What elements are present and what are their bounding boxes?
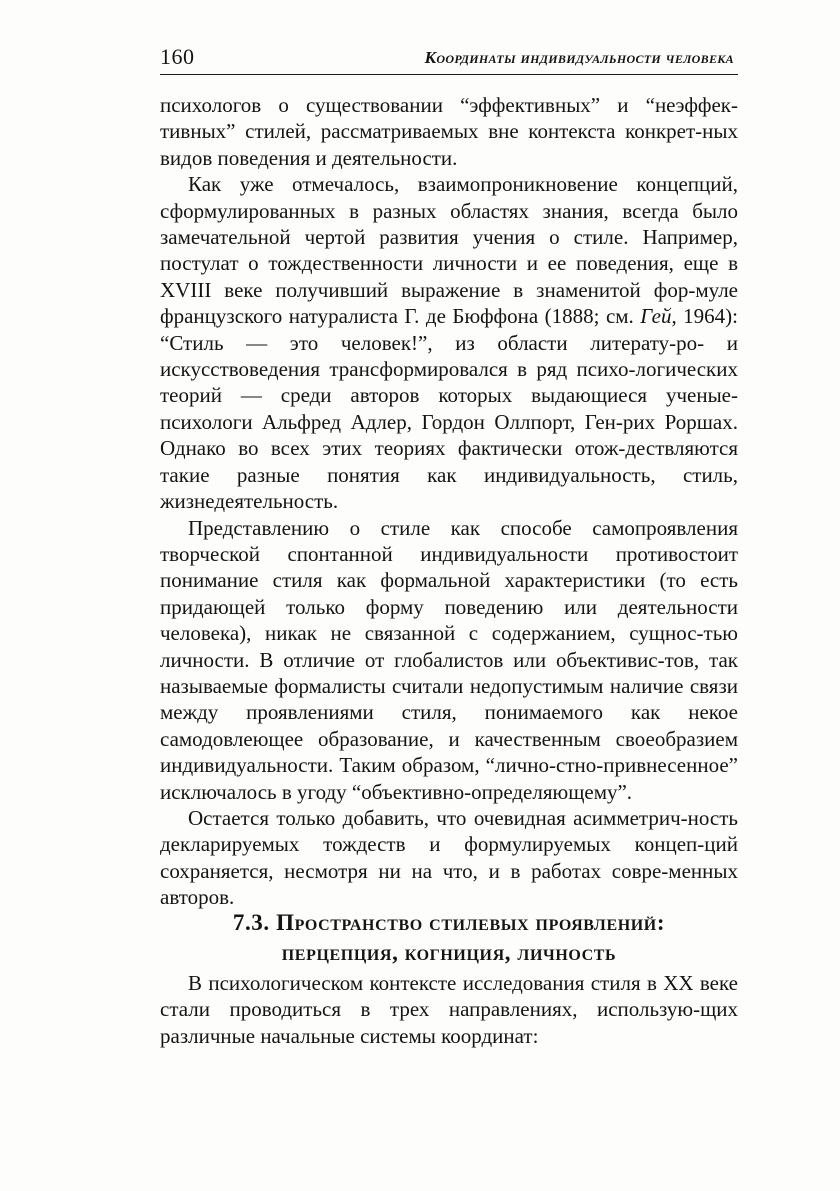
main-text [160,92,738,911]
paragraph: Представлению о стиле как способе самопроявления творческой спонтанной индивидуальности противостоит понимание стиля как формальной характеристики (то есть придающей только форму поведению или деятельности человека), никак не связанной с содержанием, сущнос-тью личности. В отличие от глобалистов или объективис-тов, так называемые формалисты считали недопустимым наличие связи между проявлениями стиля, понимаемого как некое самодовлеющее образование, и качественным своеобразием индивидуальности. Таким образом, “лично-стно-привнесенное” исключалось в угоду “объективно-определяющему”. [160,515,738,804]
section-title-line1: Пространство стилевых проявлений: [276,910,666,935]
paragraph: психологов о существовании “эффективных” и “неэффек-тивных” стилей, рассматриваемых вне контекста конкрет-ных видов поведения и деятельности. [160,93,738,170]
section-text [160,970,738,1049]
paragraph-text: , 1964): “Стиль — это человек!”, из области литерату-ро- и искусствоведения трансформировался в ряд психо-логических теорий — среди авторов которых выдающиеся ученые-психологи Альфред Адлер, Гордон Оллпорт, Ген-рих Роршах. Однако во всех этих теориях фактически отож-дествляются такие разные понятия как индивидуальность, стиль, жизнедеятельность. [160,304,739,514]
cited-author: Гей [640,304,672,329]
paragraph-text: Как уже отмечалось, взаимопроникновение концепций, сформулированных в разных областях знания, всегда было замечательной чертой развития учения о стиле. Например, постулат о тождественности личности и ее поведения, еще в XVIII веке получивший выражение в знаменитой фор-муле французского натуралиста Г. де Бюффона (1888; см. [160,172,738,329]
page-header [160,44,738,75]
paragraph: В психологическом контексте исследования стиля в XX веке стали проводиться в трех направлениях, использую-щих различные начальные системы координат: [160,971,738,1048]
paragraph: Остается только добавить, что очевидная асимметрич-ность декларируемых тождеств и формулируемых концеп-ций сохраняется, несмотря ни на что, и в работах совре-менных авторов. [160,805,738,910]
section-title-line2: перцепция, когниция, личность [281,940,617,965]
paragraph [160,171,738,514]
section-heading-line [160,908,738,938]
section-number: 7.3. [232,910,270,935]
running-head: Координаты индивидуальности человека [424,48,734,67]
section-heading [160,908,738,968]
page-number: 160 [160,44,195,69]
